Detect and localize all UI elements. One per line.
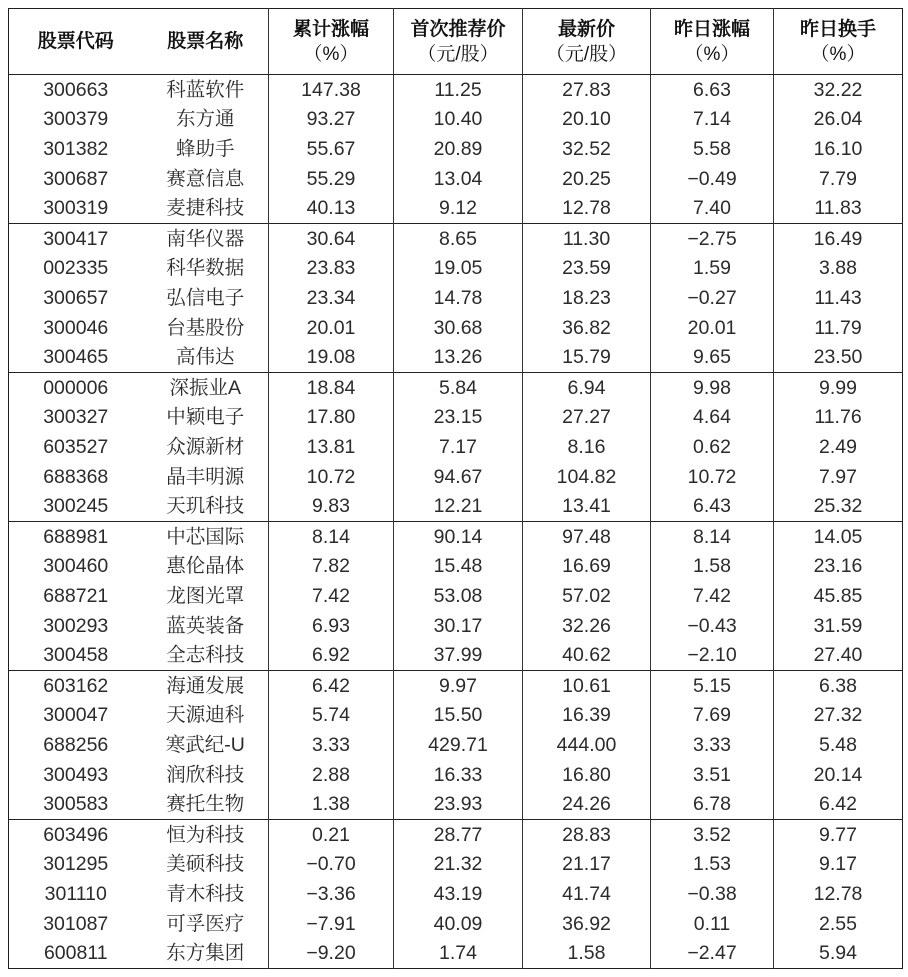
table-row xyxy=(9,492,903,522)
yesterday-turnover-cell: 11.43 xyxy=(774,283,903,313)
latest-price-cell: 104.82 xyxy=(523,462,651,492)
cumulative-gain-cell: 30.64 xyxy=(269,223,394,253)
latest-price-cell: 97.48 xyxy=(523,521,651,551)
first-price-cell: 30.68 xyxy=(394,313,523,343)
latest-price-cell: 27.83 xyxy=(523,75,651,105)
latest-price-cell: 57.02 xyxy=(523,581,651,611)
stock-code-cell: 301295 xyxy=(43,853,109,876)
yesterday-turnover-cell: 5.94 xyxy=(774,939,903,969)
yesterday-gain-cell: 9.98 xyxy=(651,372,774,402)
stock-code-cell: 300687 xyxy=(43,167,109,190)
header-stock-name xyxy=(143,9,269,75)
stock-code-cell: 300583 xyxy=(43,793,109,816)
table-row xyxy=(9,611,903,641)
first-price-cell: 13.26 xyxy=(394,343,523,373)
stock-code-cell: 688981 xyxy=(9,521,143,551)
stock-code-cell: 300327 xyxy=(43,406,109,429)
yesterday-turnover-cell: 27.32 xyxy=(774,700,903,730)
yesterday-gain-cell: 5.58 xyxy=(651,134,774,164)
cumulative-gain-cell: 23.34 xyxy=(269,283,394,313)
stock-name-cell: 南华仪器 xyxy=(143,223,269,253)
table-row xyxy=(9,432,903,462)
stock-name-cell: 赛托生物 xyxy=(166,793,245,816)
stock-code-cell: 300293 xyxy=(43,614,109,637)
first-price-cell: 1.74 xyxy=(394,939,523,969)
first-price-cell: 8.65 xyxy=(394,223,523,253)
stock-name-cell: 天源迪科 xyxy=(166,704,245,727)
latest-price-cell: 18.23 xyxy=(523,283,651,313)
first-price-cell: 43.19 xyxy=(394,879,523,909)
table-row xyxy=(9,164,903,194)
yesterday-gain-cell: 8.14 xyxy=(651,521,774,551)
stock-code-cell: 300319 xyxy=(43,197,109,220)
header-cumulative-gain xyxy=(269,9,394,75)
latest-price-cell: 10.61 xyxy=(523,670,651,700)
yesterday-turnover-cell: 6.42 xyxy=(774,790,903,820)
first-price-cell: 19.05 xyxy=(394,253,523,283)
stock-code-cell: 300657 xyxy=(43,286,109,309)
header-yesterday-turnover-unit: （%） xyxy=(810,43,866,65)
latest-price-cell: 20.25 xyxy=(523,164,651,194)
stock-name-cell: 润欣科技 xyxy=(166,763,245,786)
first-price-cell: 7.17 xyxy=(394,432,523,462)
yesterday-turnover-cell: 11.79 xyxy=(774,313,903,343)
stock-name-cell: 东方集团 xyxy=(166,942,245,965)
yesterday-gain-cell: −0.38 xyxy=(651,879,774,909)
table-row xyxy=(9,551,903,581)
cumulative-gain-cell: 6.93 xyxy=(269,611,394,641)
stock-name-cell: 晶丰明源 xyxy=(166,465,245,488)
latest-price-cell: 20.10 xyxy=(523,104,651,134)
table-row xyxy=(9,790,903,820)
stock-name-cell: 科蓝软件 xyxy=(166,78,245,101)
stock-code-cell: 300379 xyxy=(43,108,109,131)
yesterday-gain-cell: −0.27 xyxy=(651,283,774,313)
yesterday-gain-cell: 9.65 xyxy=(651,343,774,373)
stock-code-cell: 300046 xyxy=(43,316,109,339)
stock-code-cell: 603496 xyxy=(9,819,143,849)
stock-code-cell: 300460 xyxy=(43,555,109,578)
first-price-cell: 37.99 xyxy=(394,641,523,671)
yesterday-gain-cell: 6.43 xyxy=(651,492,774,522)
yesterday-turnover-cell: 26.04 xyxy=(774,104,903,134)
yesterday-gain-cell: 3.52 xyxy=(651,819,774,849)
yesterday-gain-cell: 7.69 xyxy=(651,700,774,730)
yesterday-turnover-cell: 2.55 xyxy=(774,909,903,939)
yesterday-turnover-cell: 23.50 xyxy=(774,343,903,373)
stock-name-cell: 东方通 xyxy=(175,108,235,131)
yesterday-gain-cell: 6.63 xyxy=(651,75,774,105)
first-price-cell: 11.25 xyxy=(394,75,523,105)
stock-name-cell: 惠伦晶体 xyxy=(166,555,245,578)
stock-code-cell: 300493 xyxy=(43,763,109,786)
header-yesterday-turnover xyxy=(774,9,903,75)
cumulative-gain-cell: 9.83 xyxy=(269,492,394,522)
table-row xyxy=(9,253,903,283)
cumulative-gain-cell: 93.27 xyxy=(269,104,394,134)
stock-name-cell: 寒武纪-U xyxy=(165,733,245,756)
header-yesterday-gain-unit: （%） xyxy=(684,43,740,65)
yesterday-gain-cell: −2.10 xyxy=(651,641,774,671)
yesterday-gain-cell: 7.40 xyxy=(651,194,774,224)
stock-code-cell: 688256 xyxy=(43,733,109,756)
stock-name-cell: 青木科技 xyxy=(166,882,245,905)
yesterday-turnover-cell: 16.49 xyxy=(774,223,903,253)
stock-name-cell: 天玑科技 xyxy=(166,495,245,518)
latest-price-cell: 12.78 xyxy=(523,194,651,224)
yesterday-gain-cell: 10.72 xyxy=(651,462,774,492)
header-cumulative-gain-label: 累计涨幅 xyxy=(292,18,369,40)
cumulative-gain-cell: 1.38 xyxy=(269,790,394,820)
yesterday-turnover-cell: 31.59 xyxy=(774,611,903,641)
yesterday-turnover-cell: 9.17 xyxy=(774,849,903,879)
stock-name-cell: 恒为科技 xyxy=(143,819,269,849)
yesterday-turnover-cell: 6.38 xyxy=(774,670,903,700)
stock-name-cell: 科华数据 xyxy=(166,257,245,280)
cumulative-gain-cell: 5.74 xyxy=(269,700,394,730)
yesterday-gain-cell: 4.64 xyxy=(651,402,774,432)
table-row xyxy=(9,104,903,134)
stock-code-cell: 301110 xyxy=(44,882,107,905)
first-price-cell: 15.48 xyxy=(394,551,523,581)
cumulative-gain-cell: −0.70 xyxy=(269,849,394,879)
stock-name-cell: 蓝英装备 xyxy=(166,614,245,637)
first-price-cell: 53.08 xyxy=(394,581,523,611)
header-latest-price-label: 最新价 xyxy=(557,18,615,40)
table-row xyxy=(9,343,903,373)
table-row xyxy=(9,641,903,671)
latest-price-cell: 27.27 xyxy=(523,402,651,432)
first-price-cell: 12.21 xyxy=(394,492,523,522)
table-row xyxy=(9,223,903,253)
cumulative-gain-cell: 6.42 xyxy=(269,670,394,700)
stock-code-cell: 301382 xyxy=(43,137,109,160)
latest-price-cell: 16.69 xyxy=(523,551,651,581)
first-price-cell: 23.15 xyxy=(394,402,523,432)
stock-code-cell: 603162 xyxy=(9,670,143,700)
header-first-price-unit: （元/股） xyxy=(417,43,499,65)
latest-price-cell: 444.00 xyxy=(523,730,651,760)
yesterday-gain-cell: 3.33 xyxy=(651,730,774,760)
yesterday-turnover-cell: 12.78 xyxy=(774,879,903,909)
cumulative-gain-cell: 17.80 xyxy=(269,402,394,432)
stock-name-cell: 中芯国际 xyxy=(143,521,269,551)
first-price-cell: 30.17 xyxy=(394,611,523,641)
yesterday-gain-cell: −2.47 xyxy=(651,939,774,969)
stock-code-cell: 300458 xyxy=(43,644,109,667)
table-row xyxy=(9,402,903,432)
table-row xyxy=(9,372,903,402)
stock-name-cell: 可孚医疗 xyxy=(166,912,245,935)
table-row xyxy=(9,909,903,939)
table-row xyxy=(9,134,903,164)
cumulative-gain-cell: 6.92 xyxy=(269,641,394,671)
cumulative-gain-cell: 147.38 xyxy=(269,75,394,105)
cumulative-gain-cell: 0.21 xyxy=(269,819,394,849)
first-price-cell: 94.67 xyxy=(394,462,523,492)
first-price-cell: 10.40 xyxy=(394,104,523,134)
latest-price-cell: 36.92 xyxy=(523,909,651,939)
yesterday-gain-cell: 0.11 xyxy=(651,909,774,939)
stock-code-cell: 300245 xyxy=(43,495,109,518)
latest-price-cell: 11.30 xyxy=(523,223,651,253)
yesterday-turnover-cell: 14.05 xyxy=(774,521,903,551)
yesterday-turnover-cell: 23.16 xyxy=(774,551,903,581)
table-row xyxy=(9,194,903,224)
header-yesterday-gain-label: 昨日涨幅 xyxy=(673,18,750,40)
first-price-cell: 28.77 xyxy=(394,819,523,849)
first-price-cell: 15.50 xyxy=(394,700,523,730)
header-latest-price-unit: （元/股） xyxy=(545,43,628,65)
yesterday-gain-cell: 7.14 xyxy=(651,104,774,134)
latest-price-cell: 1.58 xyxy=(523,939,651,969)
cumulative-gain-cell: 8.14 xyxy=(269,521,394,551)
cumulative-gain-cell: −7.91 xyxy=(269,909,394,939)
first-price-cell: 21.32 xyxy=(394,849,523,879)
cumulative-gain-cell: 19.08 xyxy=(269,343,394,373)
latest-price-cell: 16.80 xyxy=(523,760,651,790)
table-row xyxy=(9,75,903,105)
yesterday-gain-cell: 20.01 xyxy=(651,313,774,343)
stock-name-cell: 麦捷科技 xyxy=(166,197,245,220)
yesterday-turnover-cell: 32.22 xyxy=(774,75,903,105)
yesterday-turnover-cell: 7.79 xyxy=(774,164,903,194)
cumulative-gain-cell: 10.72 xyxy=(269,462,394,492)
stock-name-cell: 中颖电子 xyxy=(166,406,245,429)
stock-code-cell: 600811 xyxy=(43,942,108,965)
latest-price-cell: 23.59 xyxy=(523,253,651,283)
yesterday-gain-cell: 1.58 xyxy=(651,551,774,581)
table-row xyxy=(9,819,903,849)
table-row xyxy=(9,581,903,611)
header-first-price xyxy=(394,9,523,75)
first-price-cell: 16.33 xyxy=(394,760,523,790)
first-price-cell: 40.09 xyxy=(394,909,523,939)
table-body xyxy=(9,75,903,969)
first-price-cell: 9.97 xyxy=(394,670,523,700)
latest-price-cell: 6.94 xyxy=(523,372,651,402)
yesterday-turnover-cell: 20.14 xyxy=(774,760,903,790)
header-stock-code-label: 股票代码 xyxy=(37,31,114,52)
latest-price-cell: 41.74 xyxy=(523,879,651,909)
stock-code-cell: 300465 xyxy=(43,346,109,369)
cumulative-gain-cell: 3.33 xyxy=(269,730,394,760)
table-row xyxy=(9,700,903,730)
table-row xyxy=(9,849,903,879)
header-row xyxy=(9,9,903,75)
table-row xyxy=(9,730,903,760)
yesterday-gain-cell: 0.62 xyxy=(651,432,774,462)
table-row xyxy=(9,670,903,700)
cumulative-gain-cell: 7.82 xyxy=(269,551,394,581)
stock-code-cell: 300047 xyxy=(43,704,109,727)
first-price-cell: 5.84 xyxy=(394,372,523,402)
cumulative-gain-cell: 40.13 xyxy=(269,194,394,224)
yesterday-turnover-cell: 7.97 xyxy=(774,462,903,492)
table-header xyxy=(9,9,903,75)
cumulative-gain-cell: 55.67 xyxy=(269,134,394,164)
stock-code-cell: 000006 xyxy=(9,372,143,402)
latest-price-cell: 32.26 xyxy=(523,611,651,641)
cumulative-gain-cell: 55.29 xyxy=(269,164,394,194)
header-cumulative-gain-unit: （%） xyxy=(303,43,359,65)
latest-price-cell: 40.62 xyxy=(523,641,651,671)
yesterday-gain-cell: 5.15 xyxy=(651,670,774,700)
first-price-cell: 14.78 xyxy=(394,283,523,313)
yesterday-gain-cell: 7.42 xyxy=(651,581,774,611)
cumulative-gain-cell: 23.83 xyxy=(269,253,394,283)
stock-code-cell: 688368 xyxy=(43,465,109,488)
stock-name-cell: 龙图光罩 xyxy=(166,584,245,607)
cumulative-gain-cell: 7.42 xyxy=(269,581,394,611)
cumulative-gain-cell: −9.20 xyxy=(269,939,394,969)
first-price-cell: 13.04 xyxy=(394,164,523,194)
table-row xyxy=(9,760,903,790)
stock-name-cell: 台基股份 xyxy=(166,316,245,339)
stock-code-cell: 002335 xyxy=(43,257,109,280)
yesterday-turnover-cell: 9.99 xyxy=(774,372,903,402)
yesterday-turnover-cell: 16.10 xyxy=(774,134,903,164)
cumulative-gain-cell: 20.01 xyxy=(269,313,394,343)
yesterday-gain-cell: 3.51 xyxy=(651,760,774,790)
stock-name-cell: 众源新材 xyxy=(166,435,245,458)
yesterday-gain-cell: 6.78 xyxy=(651,790,774,820)
stock-name-cell: 海通发展 xyxy=(143,670,269,700)
latest-price-cell: 36.82 xyxy=(523,313,651,343)
stock-name-cell: 弘信电子 xyxy=(166,286,245,309)
header-latest-price xyxy=(523,9,651,75)
yesterday-turnover-cell: 11.83 xyxy=(774,194,903,224)
header-yesterday-gain xyxy=(651,9,774,75)
stock-name-cell: 全志科技 xyxy=(166,644,245,667)
table-row xyxy=(9,939,903,969)
header-stock-name-label: 股票名称 xyxy=(167,31,244,52)
first-price-cell: 90.14 xyxy=(394,521,523,551)
yesterday-turnover-cell: 25.32 xyxy=(774,492,903,522)
yesterday-gain-cell: 1.53 xyxy=(651,849,774,879)
yesterday-turnover-cell: 3.88 xyxy=(774,253,903,283)
table-row xyxy=(9,313,903,343)
stock-name-cell: 赛意信息 xyxy=(166,167,245,190)
stock-name-cell: 蜂助手 xyxy=(175,137,235,160)
stock-name-cell: 深振业A xyxy=(143,372,269,402)
table-row xyxy=(9,283,903,313)
stock-code-cell: 300663 xyxy=(43,78,109,101)
stock-name-cell: 美硕科技 xyxy=(166,853,245,876)
latest-price-cell: 21.17 xyxy=(523,849,651,879)
yesterday-turnover-cell: 2.49 xyxy=(774,432,903,462)
first-price-cell: 9.12 xyxy=(394,194,523,224)
first-price-cell: 20.89 xyxy=(394,134,523,164)
yesterday-turnover-cell: 5.48 xyxy=(774,730,903,760)
stock-name-cell: 高伟达 xyxy=(175,346,235,369)
stock-code-cell: 300417 xyxy=(9,223,143,253)
latest-price-cell: 13.41 xyxy=(523,492,651,522)
header-yesterday-turnover-label: 昨日换手 xyxy=(799,18,876,40)
latest-price-cell: 32.52 xyxy=(523,134,651,164)
latest-price-cell: 8.16 xyxy=(523,432,651,462)
cumulative-gain-cell: 18.84 xyxy=(269,372,394,402)
table-row xyxy=(9,521,903,551)
stock-table xyxy=(8,8,903,969)
header-stock-code xyxy=(9,9,143,75)
first-price-cell: 429.71 xyxy=(394,730,523,760)
cumulative-gain-cell: 2.88 xyxy=(269,760,394,790)
yesterday-gain-cell: −0.49 xyxy=(651,164,774,194)
stock-code-cell: 301087 xyxy=(43,912,109,935)
table-row xyxy=(9,462,903,492)
stock-code-cell: 603527 xyxy=(43,435,109,458)
yesterday-turnover-cell: 45.85 xyxy=(774,581,903,611)
first-price-cell: 23.93 xyxy=(394,790,523,820)
yesterday-turnover-cell: 27.40 xyxy=(774,641,903,671)
latest-price-cell: 16.39 xyxy=(523,700,651,730)
yesterday-gain-cell: −2.75 xyxy=(651,223,774,253)
latest-price-cell: 24.26 xyxy=(523,790,651,820)
yesterday-turnover-cell: 11.76 xyxy=(774,402,903,432)
latest-price-cell: 28.83 xyxy=(523,819,651,849)
cumulative-gain-cell: −3.36 xyxy=(269,879,394,909)
header-first-price-label: 首次推荐价 xyxy=(410,18,506,40)
yesterday-turnover-cell: 9.77 xyxy=(774,819,903,849)
stock-code-cell: 688721 xyxy=(43,584,109,607)
yesterday-gain-cell: −0.43 xyxy=(651,611,774,641)
latest-price-cell: 15.79 xyxy=(523,343,651,373)
yesterday-gain-cell: 1.59 xyxy=(651,253,774,283)
cumulative-gain-cell: 13.81 xyxy=(269,432,394,462)
table-row xyxy=(9,879,903,909)
